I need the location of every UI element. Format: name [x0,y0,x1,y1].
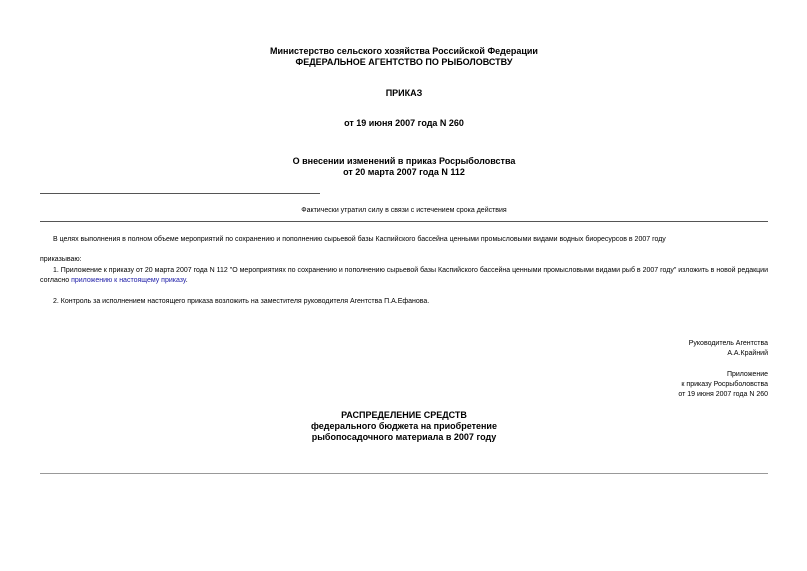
appendix-ref-2: от 19 июня 2007 года N 260 [678,391,768,398]
agency-name: ФЕДЕРАЛЬНОЕ АГЕНТСТВО ПО РЫБОЛОВСТВУ [295,57,513,67]
document-title-line2: от 20 марта 2007 года N 112 [343,167,465,177]
signature-position: Руководитель Агентства [688,340,768,347]
status-note: Фактически утратил силу в связи с истечением срока действия [301,207,507,214]
ministry-name: Министерство сельского хозяйства Российской Федерации [270,46,538,56]
document-title-line1: О внесении изменений в приказ Росрыболовства [292,156,516,166]
appendix-link[interactable]: приложению к настоящему приказу [71,277,186,284]
signature-name: А.А.Крайний [727,350,768,357]
divider-short [40,193,320,194]
preamble-text: В целях выполнения в полном объеме мероприятий по сохранению и пополнению сырьевой базы Каспийского бассейна ценными промысловыми видами водных биоресурсов в 2007 году [53,236,666,243]
document-date: от 19 июня 2007 года N 260 [344,118,464,128]
document-type: ПРИКАЗ [385,88,423,98]
order-item-1-text: 1. Приложение к приказу от 20 марта 2007 года N 112 "О мероприятиях по сохранению и пополнению сырьевой базы Каспийского бассейна ценными промысловыми видами рыб в 2007 году" изложить в новой редакции согласно [40,267,768,284]
appendix-ref-1: к приказу Росрыболовства [681,381,768,388]
appendix-title-3: рыбопосадочного материала в 2007 году [311,432,497,442]
appendix-title-2: федерального бюджета на приобретение [311,421,497,431]
divider-full-bottom [40,473,768,474]
appendix-title-1: РАСПРЕДЕЛЕНИЕ СРЕДСТВ [341,410,467,420]
divider-full-top [40,221,768,222]
order-item-1-end: . [185,277,188,284]
order-word: приказываю: [40,256,82,263]
order-item-1 [40,266,768,286]
appendix-label: Приложение [726,371,768,378]
order-item-2: 2. Контроль за исполнением настоящего приказа возложить на заместителя руководителя Агентства П.А.Ефанова. [53,298,430,305]
